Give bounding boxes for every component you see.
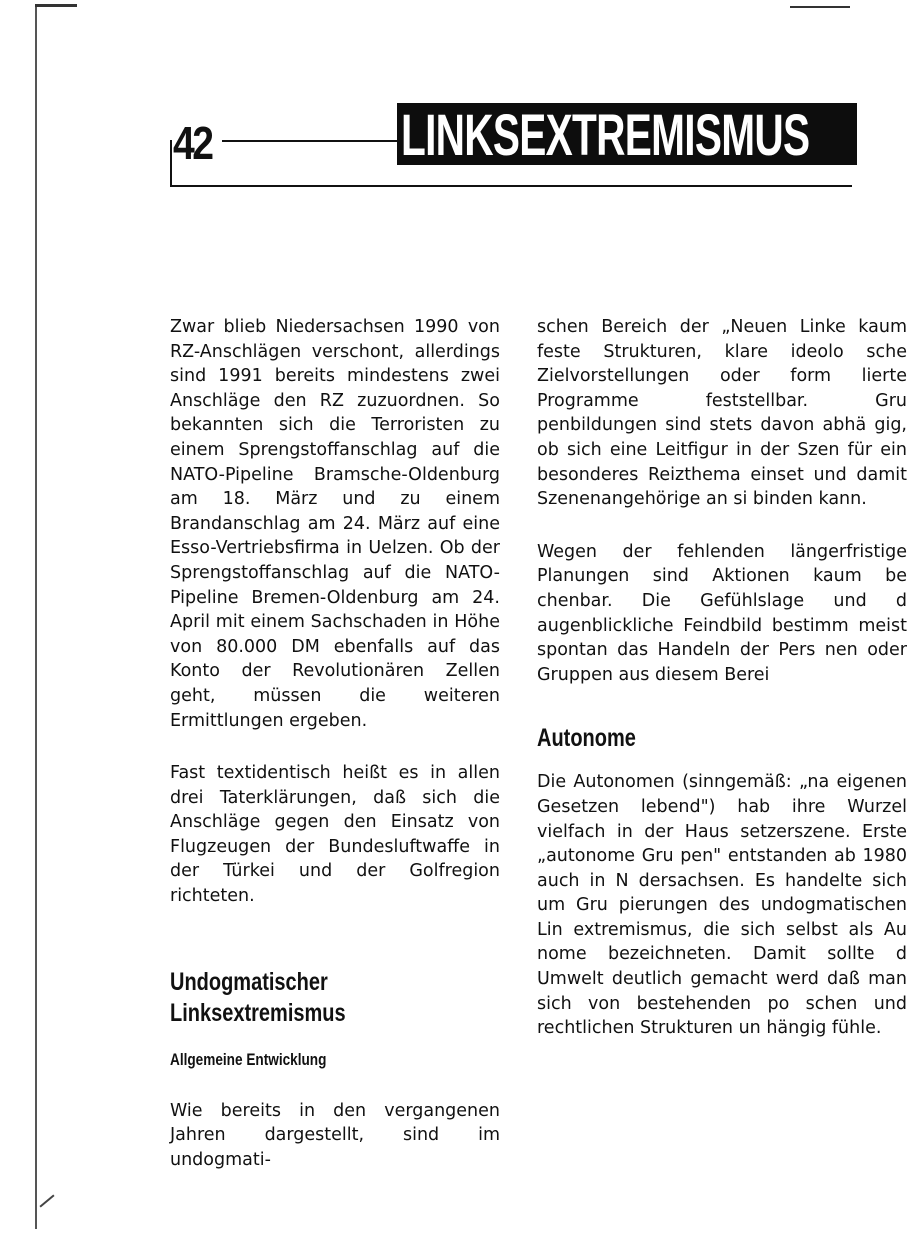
section-title: LINKSEXTREMISMUS (401, 103, 810, 168)
scan-mark (39, 1194, 54, 1207)
section-banner (397, 103, 857, 168)
subheading-allgemeine: Allgemeine Entwicklung (170, 1049, 327, 1069)
scan-edge-top-right (790, 6, 850, 8)
heading-line-1: Undogmatischer (170, 967, 328, 996)
left-column (170, 315, 500, 1172)
left-paragraph-1: Zwar blieb Niedersachsen 1990 von RZ-Anschlägen verschont, allerdings sind 1991 bereits mindestens zwei Anschläge den RZ zuzuordnen. So bekannten sich die Terroristen zu einem Sprengstoffanschlag auf die NATO-Pipeline Bramsche-Oldenburg am 18. März und zu einem Brandanschlag am 24. März auf eine Esso-Vertriebsfirma in Uelzen. Ob der Sprengstoffanschlag auf die NATO-Pipeline Bremen-Oldenburg am 24. April mit einem Sachschaden in Höhe von 80.000 DM ebenfalls auf das Konto der Revolutionären Zellen geht, müssen die weiteren Ermittlungen ergeben. (170, 317, 500, 731)
right-paragraph-2: Wegen der fehlenden längerfristige Planungen sind Aktionen kaum be chenbar. Die Gefühlslage und d augenblickliche Feindbild bestimm meist spontan das Handeln der Pers nen oder Gruppen aus diesem Berei (537, 541, 907, 685)
left-paragraph-3: Wie bereits in den vergangenen Jahren dargestellt, sind im undogmati- (170, 1100, 500, 1170)
header-rule (222, 140, 402, 142)
right-column (537, 315, 907, 1041)
heading-autonome: Autonome (537, 724, 636, 753)
page-number: 42 (173, 117, 212, 169)
right-paragraph-3: Die Autonomen (sinngemäß: „na eigenen Gesetzen lebend") hab ihre Wurzel vielfach in der Haus setzerszene. Erste „autonome Gru pen" entstanden ab 1980 auch in N dersachsen. Es handelte sich um Gru pierungen des undogmatischen Lin extremismus, die sich selbst als Au nome bezeichneten. Damit sollte d Umwelt deutlich gemacht werd daß man sich von bestehenden po schen und rechtlichen Strukturen un hängig fühle. (537, 772, 907, 1039)
scan-edge-left (35, 4, 37, 1229)
heading-line-2: Linksextremismus (170, 998, 346, 1027)
heading-undogmatic (170, 967, 500, 1029)
scan-edge-top-left (35, 4, 77, 7)
right-paragraph-1: schen Bereich der „Neuen Linke kaum feste Strukturen, klare ideolo sche Zielvorstellungen oder form lierte Programme feststellbar. Gru penbildungen sind stets davon abhä gig, ob sich eine Leitfigur in der Szen für ein besonderes Reizthema einset und damit Szenenangehörige an si binden kann. (537, 317, 907, 510)
left-paragraph-2: Fast textidentisch heißt es in allen drei Taterklärungen, daß sich die Anschläge gegen den Einsatz von Flugzeugen der Bundesluftwaffe in der Türkei und der Golfregion richteten. (170, 763, 500, 907)
